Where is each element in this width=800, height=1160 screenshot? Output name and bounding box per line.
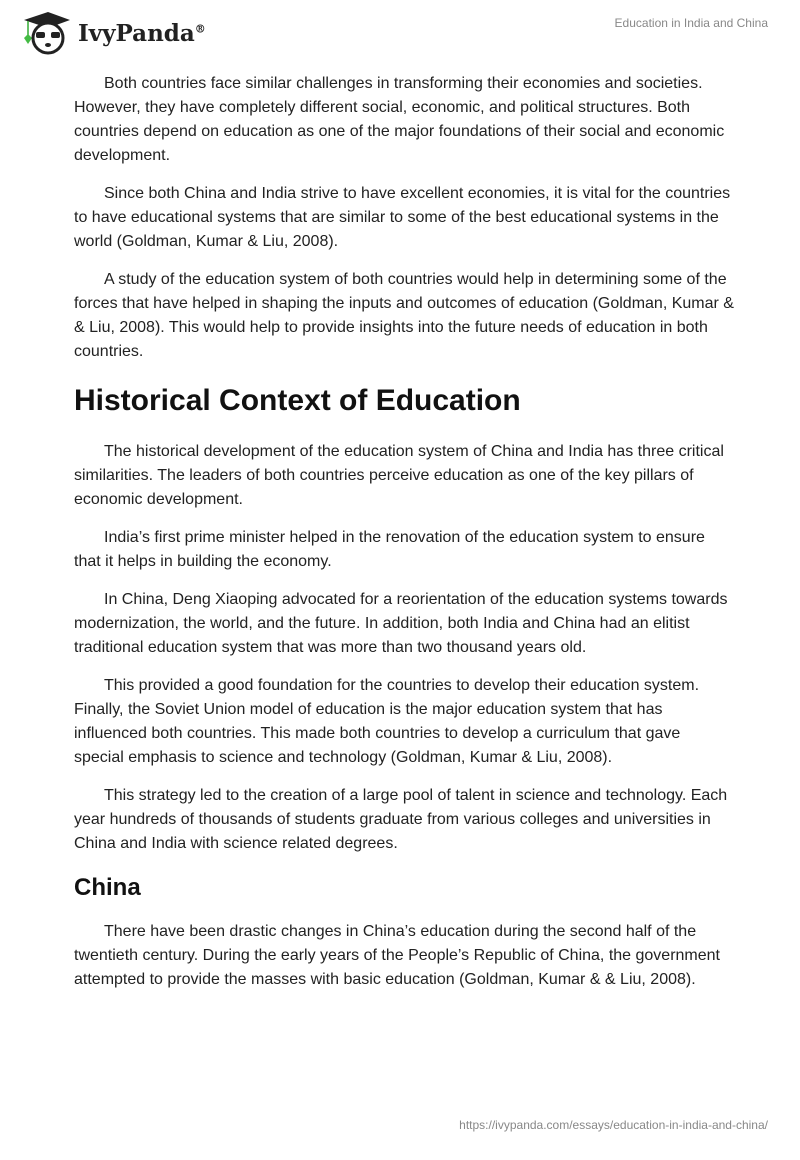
brand-name: IvyPanda®: [78, 19, 206, 47]
paragraph: This strategy led to the creation of a large pool of talent in science and technology. Each year hundreds of thousands of students graduate from various colleges and universities in China and India with science related degrees.: [74, 787, 728, 852]
section-heading-historical: Historical Context of Education: [74, 384, 521, 417]
section-heading-china: China: [74, 874, 141, 901]
paragraph: The historical development of the education system of China and India has three critical similarities. The leaders of both countries perceive education as one of the key pillars of economic development.: [74, 443, 724, 508]
logo[interactable]: [20, 10, 206, 56]
paragraph: This provided a good foundation for the countries to develop their education system. Finally, the Soviet Union model of education is the major education system that has influenced both countries. This made both countries to develop a curriculum that gave special emphasis to science and technology (Goldman, Kumar & Liu, 2008).: [74, 677, 700, 766]
paragraph: Both countries face similar challenges in transforming their economies and societies. However, they have completely different social, economic, and political structures. Both countries depend on education as one of the major foundations of their social and economic development.: [74, 75, 725, 164]
header: [0, 0, 800, 64]
paragraph: There have been drastic changes in China’s education during the second half of the twentieth century. During the early years of the People’s Republic of China, the government attempted to provide the masses with basic education (Goldman, Kumar & & Liu, 2008).: [74, 923, 720, 988]
document-title: Education in India and China: [614, 16, 768, 30]
paragraph: Since both China and India strive to have excellent economies, it is vital for the countries to have educational systems that are similar to some of the best educational systems in the world (Goldman, Kumar & Liu, 2008).: [74, 185, 731, 250]
essay-content: [74, 72, 734, 1006]
source-url-link[interactable]: https://ivypanda.com/essays/education-in-india-and-china/: [459, 1118, 768, 1132]
paragraph: A study of the education system of both countries would help in determining some of the forces that have helped in shaping the inputs and outcomes of education (Goldman, Kumar & & Liu, 2008). This would help to provide insights into the future needs of education in both countries.: [74, 271, 734, 360]
paragraph: India’s first prime minister helped in the renovation of the education system to ensure that it helps in building the economy.: [74, 529, 705, 570]
panda-logo-icon: [20, 10, 72, 56]
paragraph: In China, Deng Xiaoping advocated for a reorientation of the education systems towards modernization, the world, and the future. In addition, both India and China had an elitist traditional education system that was more than two thousand years old.: [74, 591, 728, 656]
